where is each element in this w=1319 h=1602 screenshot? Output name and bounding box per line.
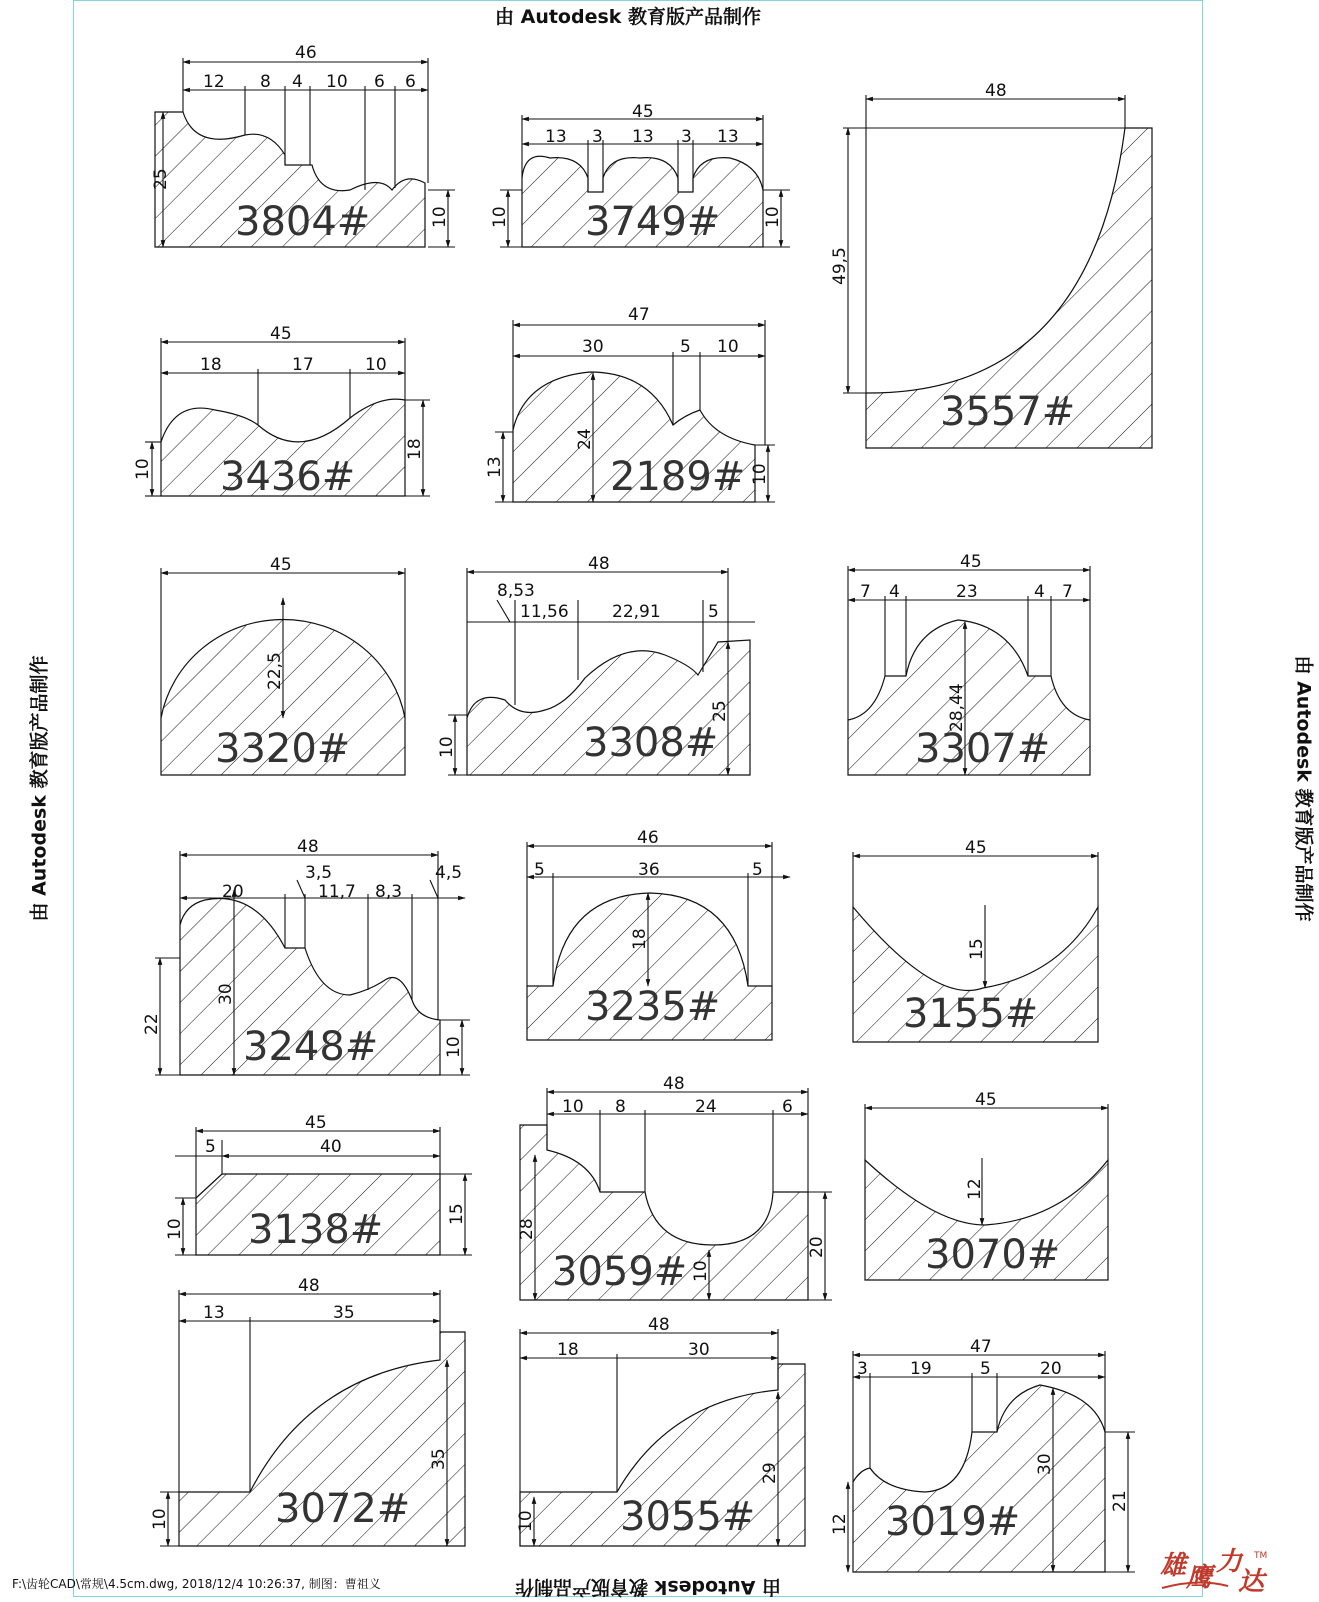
profile-3235 — [527, 828, 790, 1040]
dim-text: 46 — [295, 43, 317, 63]
dim-text: 36 — [638, 860, 660, 880]
watermark-top: 由 Autodesk 教育版产品制作 — [495, 6, 762, 28]
dim-text: 25 — [710, 700, 730, 722]
dim-text: 15 — [967, 938, 987, 960]
dim-text: 10 — [437, 736, 457, 758]
dim-text: 6 — [782, 1097, 793, 1117]
dim-text: 11,56 — [520, 602, 569, 622]
dim-text: 6 — [405, 72, 416, 92]
dim-text: 30 — [582, 337, 604, 357]
profile-3138 — [165, 1113, 472, 1255]
dim-text: 22,91 — [612, 602, 661, 622]
dim-text: 10 — [763, 206, 783, 228]
dim-text: 5 — [980, 1359, 991, 1379]
profile-label: 3308# — [583, 720, 719, 766]
dim-text: 5 — [680, 337, 691, 357]
dim-text: 20 — [1040, 1359, 1062, 1379]
file-info-footer: F:\齿轮CAD\常规\4.5cm.dwg, 2018/12/4 10:26:37, 制图：曹祖义 — [12, 1577, 381, 1591]
dim-text: 7 — [1062, 582, 1073, 602]
dim-text: 24 — [575, 428, 595, 450]
dim-text: 45 — [975, 1090, 997, 1110]
dim-text: 13 — [485, 456, 505, 478]
company-logo — [1158, 1548, 1268, 1596]
dim-text: 45 — [965, 838, 987, 858]
profile-label: 3155# — [903, 991, 1039, 1037]
logo-char: 鹰 — [1186, 1563, 1213, 1593]
dim-text: 13 — [632, 127, 654, 147]
dim-text: 48 — [298, 1276, 320, 1296]
dim-text: 15 — [447, 1203, 467, 1225]
profile-label: 3138# — [248, 1207, 384, 1253]
dim-text: 25 — [151, 168, 171, 190]
dim-text: 48 — [648, 1315, 670, 1335]
dim-text: 48 — [663, 1074, 685, 1094]
dim-text: 3 — [592, 127, 603, 147]
dim-text: 10 — [750, 463, 770, 485]
profile-3320 — [161, 555, 405, 775]
dim-text: 11,7 — [318, 882, 356, 902]
dim-text: 10 — [365, 355, 387, 375]
dim-text: 30 — [688, 1340, 710, 1360]
dim-text: 17 — [292, 355, 314, 375]
dim-text: 45 — [270, 555, 292, 575]
profile-3070 — [865, 1090, 1108, 1280]
dim-text: 20 — [222, 882, 244, 902]
profile-label: 3072# — [275, 1486, 411, 1532]
profile-3155 — [853, 838, 1098, 1042]
dim-text: 10 — [133, 458, 153, 480]
dim-text: 18 — [200, 355, 222, 375]
dim-text: 29 — [760, 1462, 780, 1484]
dim-text: 10 — [490, 206, 510, 228]
dim-text: 28 — [517, 1218, 537, 1240]
profile-label: 3235# — [585, 984, 721, 1030]
dim-text: 5 — [205, 1137, 216, 1157]
dim-text: 5 — [534, 860, 545, 880]
dim-text: 10 — [691, 1260, 711, 1282]
profile-3749 — [490, 102, 790, 247]
dim-text: 46 — [637, 828, 659, 848]
dim-text: 10 — [516, 1510, 536, 1532]
dim-text: 48 — [985, 81, 1007, 101]
dim-text: 23 — [956, 582, 978, 602]
dim-text: 3 — [857, 1359, 868, 1379]
dim-text: 47 — [628, 305, 650, 325]
dim-text: 45 — [632, 102, 654, 122]
dim-text: 22 — [142, 1013, 162, 1035]
dim-text: 24 — [695, 1097, 717, 1117]
logo-trademark: TM — [1254, 1551, 1268, 1561]
dim-text: 8 — [615, 1097, 626, 1117]
dim-text: 10 — [444, 1036, 464, 1058]
dim-text: 19 — [910, 1359, 932, 1379]
dim-text: 4 — [1034, 582, 1045, 602]
profile-label: 3070# — [925, 1232, 1061, 1278]
dim-text: 48 — [588, 554, 610, 574]
dim-text: 45 — [305, 1113, 327, 1133]
dim-text: 3,5 — [305, 863, 333, 883]
watermark-bottom: 由 Autodesk 教育版产品制作 — [515, 1576, 782, 1598]
profile-3072 — [150, 1276, 465, 1546]
watermark-left: 由 Autodesk 教育版产品制作 — [28, 655, 51, 922]
dim-text: 22,5 — [265, 652, 285, 690]
dim-text: 35 — [429, 1448, 449, 1470]
logo-char: 力 — [1216, 1547, 1243, 1577]
dim-text: 49,5 — [830, 247, 850, 285]
logo-char: 达 — [1238, 1567, 1265, 1597]
logo-char: 雄 — [1160, 1551, 1187, 1581]
profile-label: 3804# — [235, 199, 371, 245]
profile-label: 3557# — [940, 389, 1076, 435]
profile-3055 — [516, 1315, 805, 1546]
dim-text: 12 — [203, 72, 225, 92]
dim-text: 47 — [970, 1337, 992, 1357]
dim-text: 40 — [320, 1137, 342, 1157]
dim-text: 4 — [889, 582, 900, 602]
profile-3308 — [437, 554, 755, 775]
profile-3307 — [848, 552, 1090, 775]
dim-text: 8 — [260, 72, 271, 92]
dim-text: 7 — [860, 582, 871, 602]
dim-text: 10 — [430, 206, 450, 228]
dim-text: 18 — [405, 438, 425, 460]
dim-text: 45 — [960, 552, 982, 572]
profile-3019 — [830, 1337, 1135, 1572]
dim-text: 10 — [562, 1097, 584, 1117]
dim-text: 4,5 — [435, 863, 463, 883]
dim-text: 21 — [1110, 1490, 1130, 1512]
dim-text: 13 — [545, 127, 567, 147]
dim-text: 13 — [717, 127, 739, 147]
dim-text: 10 — [165, 1218, 185, 1240]
dim-text: 12 — [965, 1178, 985, 1200]
dim-text: 5 — [708, 602, 719, 622]
dim-text: 18 — [557, 1340, 579, 1360]
watermark-right: 由 Autodesk 教育版产品制作 — [1292, 655, 1315, 922]
profile-label: 3248# — [243, 1024, 379, 1070]
profile-label: 3059# — [552, 1249, 688, 1295]
dim-text: 3 — [681, 127, 692, 147]
profile-label: 2189# — [610, 454, 746, 500]
dim-text: 10 — [717, 337, 739, 357]
dim-text: 28,44 — [947, 683, 967, 732]
dim-text: 35 — [333, 1303, 355, 1323]
profile-label: 3055# — [620, 1494, 756, 1540]
profile-3059 — [517, 1074, 832, 1300]
dim-text: 5 — [752, 860, 763, 880]
dim-text: 30 — [1035, 1453, 1055, 1475]
profile-label: 3749# — [585, 199, 721, 245]
dim-text: 12 — [830, 1513, 850, 1535]
profile-label: 3320# — [215, 726, 351, 772]
dim-text: 13 — [203, 1303, 225, 1323]
profile-label: 3307# — [915, 726, 1051, 772]
dim-text: 18 — [630, 928, 650, 950]
profile-3804 — [151, 43, 455, 247]
dim-text: 20 — [807, 1236, 827, 1258]
profile-3436 — [133, 324, 430, 500]
dim-text: 30 — [216, 983, 236, 1005]
profile-3248 — [142, 837, 470, 1075]
dim-text: 48 — [297, 837, 319, 857]
dim-text: 8,3 — [375, 882, 403, 902]
dim-text: 6 — [374, 72, 385, 92]
dim-text: 10 — [150, 1508, 170, 1530]
profile-3557 — [830, 81, 1152, 448]
dim-text: 8,53 — [497, 581, 535, 601]
profile-2189 — [485, 305, 775, 502]
profile-label: 3436# — [220, 454, 356, 500]
dim-text: 4 — [292, 72, 303, 92]
dim-text: 10 — [326, 72, 348, 92]
dim-text: 45 — [270, 324, 292, 344]
profile-label: 3019# — [885, 1499, 1021, 1545]
